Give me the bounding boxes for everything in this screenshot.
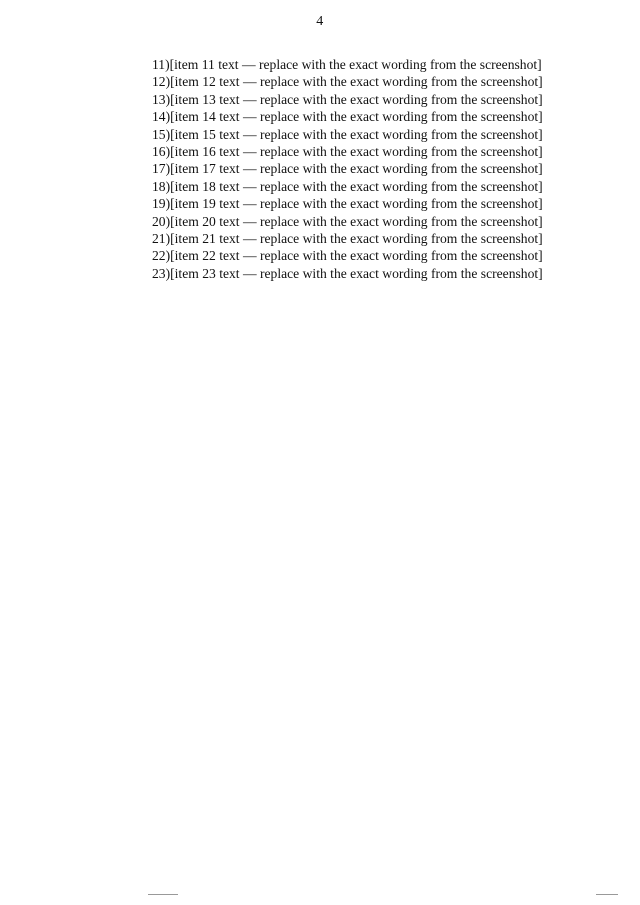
list-item-text: [item 14 text — replace with the exact wording from the screenshot]: [170, 109, 543, 125]
list-item-text: [item 19 text — replace with the exact wording from the screenshot]: [170, 196, 543, 212]
list-item-number: 22): [152, 248, 171, 264]
list-item-number: 23): [152, 265, 171, 281]
page-number: 4: [316, 14, 324, 29]
margin-mark: [596, 894, 618, 895]
list-item-number: 18): [152, 178, 171, 194]
list-item-text: [item 12 text — replace with the exact wording from the screenshot]: [170, 74, 543, 90]
list-item-text: [item 17 text — replace with the exact wording from the screenshot]: [170, 161, 543, 177]
list-item: [68, 56, 596, 73]
list-item-text: [item 16 text — replace with the exact wording from the screenshot]: [170, 144, 543, 160]
list-item-text: [item 20 text — replace with the exact wording from the screenshot]: [170, 213, 543, 229]
list-item-number: 20): [152, 213, 171, 229]
list-item-number: 13): [152, 91, 171, 107]
list-item: [68, 108, 596, 125]
list-item-text: [item 11 text — replace with the exact wording from the screenshot]: [169, 57, 542, 72]
list-item: [68, 73, 596, 90]
list-item-number: 16): [152, 144, 171, 160]
list-item-text: [item 18 text — replace with the exact wording from the screenshot]: [170, 178, 543, 194]
list-item-text: [item 13 text — replace with the exact wording from the screenshot]: [170, 91, 543, 107]
list-item: [68, 195, 596, 212]
numbered-list: [68, 56, 596, 282]
margin-mark: [148, 894, 178, 895]
list-item-text: [item 15 text — replace with the exact wording from the screenshot]: [170, 126, 543, 142]
list-item-text: [item 21 text — replace with the exact wording from the screenshot]: [170, 231, 543, 247]
list-item: [68, 143, 596, 160]
list-item-number: 19): [152, 196, 171, 212]
list-item-text: [item 23 text — replace with the exact wording from the screenshot]: [170, 265, 543, 281]
list-item: [68, 265, 596, 282]
list-item-number: 17): [152, 161, 171, 177]
list-item-number: 14): [152, 109, 171, 125]
list-item-number: 21): [152, 231, 171, 247]
list-item: [68, 126, 596, 143]
list-item: [68, 178, 596, 195]
scan-margin-marks: [0, 885, 640, 895]
list-item: [68, 230, 596, 247]
list-item: [68, 247, 596, 264]
list-item: [68, 160, 596, 177]
list-item-text: [item 22 text — replace with the exact wording from the screenshot]: [170, 248, 543, 264]
list-item-number: 11): [152, 57, 170, 72]
list-item-number: 12): [152, 74, 171, 90]
list-item: [68, 213, 596, 230]
list-item-number: 15): [152, 126, 171, 142]
list-item: [68, 91, 596, 108]
